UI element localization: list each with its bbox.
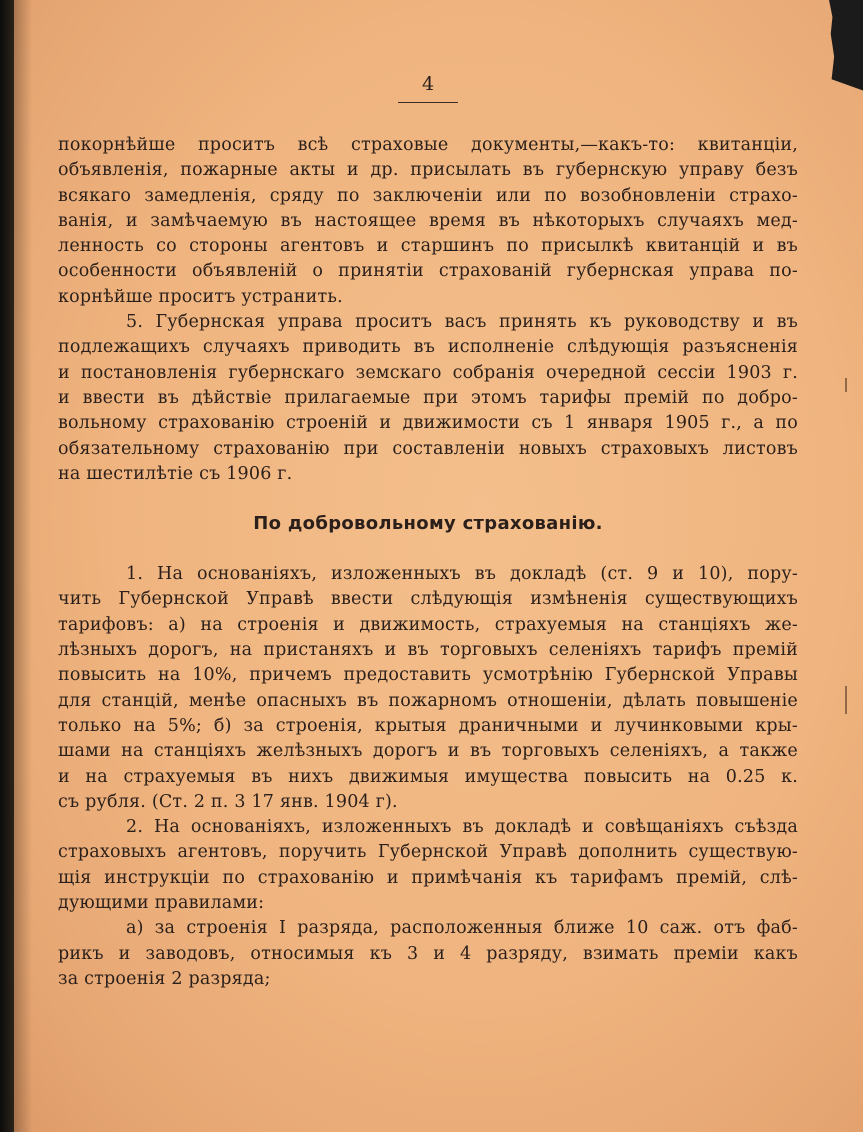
text-line: и ввести въ дѣйствіе прилагаемые при этомъ тарифы премій по добро- <box>58 387 798 408</box>
text-line: покорнѣйше проситъ всѣ страховые документы,—какъ-то: квитанціи, <box>58 135 798 155</box>
text-line: повысить на 10%, причемъ предоставить усмотрѣнію Губернской Управы <box>58 665 798 686</box>
text-line: корнѣйше проситъ устранить. <box>58 286 343 307</box>
text-line: для станцій, менѣе опасныхъ въ пожарномъ отношеніи, дѣлать повышеніе <box>58 690 798 711</box>
page-edge-shadow <box>14 0 32 1132</box>
text-line: съ рубля. (Ст. 2 п. 3 17 янв. 1904 г). <box>58 791 398 812</box>
text-line: 2. На основаніяхъ, изложенныхъ въ докладѣ и совѣщаніяхъ съѣзда <box>126 817 798 838</box>
text-line: а) за строенія I разряда, расположенныя ближе 10 саж. отъ фаб- <box>126 918 798 939</box>
text-line: 1. На основаніяхъ, изложенныхъ въ докладѣ (ст. 9 и 10), пору- <box>126 564 798 585</box>
voluntary-item-1-paragraph <box>58 562 798 815</box>
text-line: 5. Губернская управа проситъ васъ принять къ руководству и въ <box>126 312 798 333</box>
text-line: рикъ и заводовъ, относимыя къ 3 и 4 разряду, взимать преміи какъ <box>58 943 798 964</box>
text-line: только на 5%; б) за строенія, крытыя драничными и лучинковыми кры- <box>58 715 798 736</box>
voluntary-item-2-paragraph <box>58 815 798 916</box>
text-line: за строенія 2 разряда; <box>58 968 271 989</box>
text-line: вольному страхованію строеній и движимости съ 1 января 1905 г., а по <box>58 413 798 434</box>
item-5-paragraph <box>58 310 798 487</box>
text-line: особенности объявленій о принятіи страхованій губернская управа по- <box>58 261 798 282</box>
text-line: тарифовъ: а) на строенія и движимость, страхуемыя на станціяхъ же- <box>58 614 798 635</box>
text-line: обязательному страхованію при составленіи новыхъ страховыхъ листовъ <box>58 438 798 459</box>
text-line: ленность со стороны агентовъ и старшинъ по присылкѣ квитанцій и въ <box>58 236 798 257</box>
text-line: на шестилѣтіе съ 1906 г. <box>58 463 293 484</box>
margin-mark <box>845 378 847 392</box>
text-line: чить Губернской Управѣ ввести слѣдующія измѣненія существующихъ <box>58 589 798 610</box>
text-line: шами на станціяхъ желѣзныхъ дорогъ и въ торговыхъ селеніяхъ, а также <box>58 741 798 762</box>
text-line: страховыхъ агентовъ, поручить Губернской Управѣ дополнить существую- <box>58 842 798 863</box>
text-line: объявленія, пожарные акты и др. присылать въ губернскую управу безъ <box>58 160 798 181</box>
margin-mark <box>845 686 847 714</box>
text-line: всякаго замедленія, сряду по заключеніи или по возобновленіи страхо- <box>58 185 798 206</box>
page-number: 4 <box>421 73 435 95</box>
text-line: лѣзныхъ дорогъ, на пристаняхъ и въ торговыхъ селеніяхъ тарифъ премій <box>58 640 798 661</box>
text-line: ванія, и замѣчаемую въ настоящее время въ нѣкоторыхъ случаяхъ мед- <box>58 210 798 231</box>
page-number-rule <box>398 102 458 103</box>
intro-paragraph <box>58 133 798 310</box>
sub-item-a-paragraph <box>58 916 798 992</box>
text-line: щія инструкціи по страхованію и примѣчанія къ тарифамъ премій, слѣ- <box>58 867 798 888</box>
text-line: дующими правилами: <box>58 893 265 914</box>
section-heading: По добровольному страхованію. <box>253 513 603 535</box>
text-line: и на страхуемыя въ нихъ движимыя имущества повысить на 0.25 к. <box>58 766 798 787</box>
page-text <box>58 72 798 992</box>
text-line: и постановленія губернскаго земскаго собранія очередной сессіи 1903 г. <box>58 362 798 383</box>
text-line: подлежащихъ случаяхъ приводить въ исполненіе слѣдующія разъясненія <box>58 337 798 358</box>
